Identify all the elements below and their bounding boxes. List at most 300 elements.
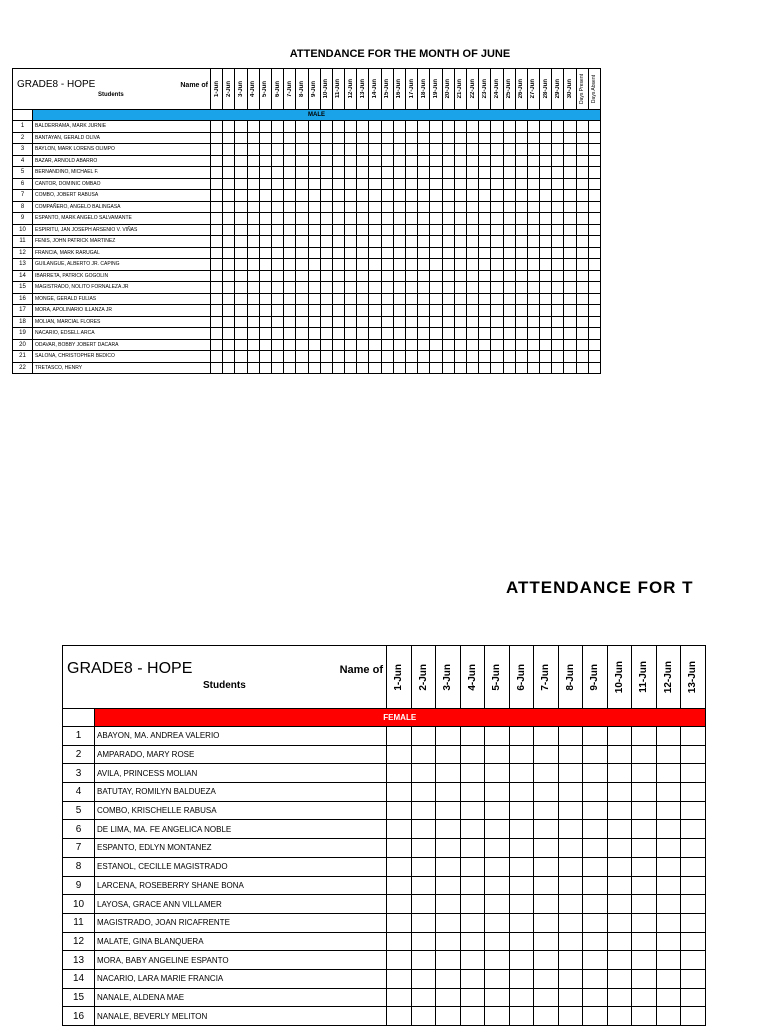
attendance-cell[interactable] (235, 293, 247, 305)
attendance-cell[interactable] (485, 857, 510, 876)
attendance-cell[interactable] (527, 362, 539, 374)
attendance-cell[interactable] (558, 745, 583, 764)
attendance-cell[interactable] (466, 351, 478, 363)
attendance-cell[interactable] (369, 224, 381, 236)
attendance-cell[interactable] (442, 213, 454, 225)
attendance-cell[interactable] (515, 236, 527, 248)
attendance-cell[interactable] (607, 820, 632, 839)
attendance-cell[interactable] (211, 155, 223, 167)
attendance-cell[interactable] (308, 328, 320, 340)
attendance-cell[interactable] (357, 224, 369, 236)
attendance-cell[interactable] (387, 764, 412, 783)
attendance-cell[interactable] (381, 201, 393, 213)
attendance-cell[interactable] (656, 745, 681, 764)
attendance-cell[interactable] (558, 1007, 583, 1026)
attendance-cell[interactable] (681, 932, 706, 951)
attendance-cell[interactable] (284, 339, 296, 351)
attendance-cell[interactable] (259, 201, 271, 213)
attendance-cell[interactable] (540, 316, 552, 328)
attendance-cell[interactable] (552, 339, 564, 351)
attendance-cell[interactable] (454, 236, 466, 248)
attendance-cell[interactable] (681, 951, 706, 970)
attendance-cell[interactable] (320, 247, 332, 259)
attendance-cell[interactable] (564, 190, 576, 202)
attendance-cell[interactable] (345, 259, 357, 271)
attendance-cell[interactable] (296, 155, 308, 167)
attendance-cell[interactable] (332, 362, 344, 374)
attendance-cell[interactable] (430, 282, 442, 294)
attendance-cell[interactable] (393, 316, 405, 328)
attendance-cell[interactable] (393, 213, 405, 225)
attendance-cell[interactable] (381, 167, 393, 179)
attendance-cell[interactable] (607, 969, 632, 988)
attendance-cell[interactable] (454, 293, 466, 305)
attendance-cell[interactable] (357, 132, 369, 144)
attendance-cell[interactable] (223, 282, 235, 294)
attendance-cell[interactable] (418, 282, 430, 294)
attendance-cell[interactable] (296, 351, 308, 363)
attendance-cell[interactable] (607, 727, 632, 746)
attendance-cell[interactable] (369, 362, 381, 374)
attendance-cell[interactable] (576, 305, 588, 317)
attendance-cell[interactable] (466, 305, 478, 317)
attendance-cell[interactable] (211, 259, 223, 271)
attendance-cell[interactable] (393, 132, 405, 144)
attendance-cell[interactable] (223, 270, 235, 282)
attendance-cell[interactable] (503, 224, 515, 236)
attendance-cell[interactable] (479, 247, 491, 259)
attendance-cell[interactable] (332, 213, 344, 225)
attendance-cell[interactable] (430, 121, 442, 133)
attendance-cell[interactable] (381, 339, 393, 351)
attendance-cell[interactable] (381, 305, 393, 317)
attendance-cell[interactable] (552, 247, 564, 259)
attendance-cell[interactable] (681, 969, 706, 988)
attendance-cell[interactable] (271, 178, 283, 190)
attendance-cell[interactable] (656, 783, 681, 802)
attendance-cell[interactable] (259, 155, 271, 167)
attendance-cell[interactable] (607, 1007, 632, 1026)
attendance-cell[interactable] (479, 282, 491, 294)
attendance-cell[interactable] (479, 259, 491, 271)
attendance-cell[interactable] (247, 236, 259, 248)
attendance-cell[interactable] (211, 339, 223, 351)
attendance-cell[interactable] (406, 305, 418, 317)
attendance-cell[interactable] (509, 745, 534, 764)
attendance-cell[interactable] (540, 236, 552, 248)
attendance-cell[interactable] (259, 213, 271, 225)
attendance-cell[interactable] (387, 988, 412, 1007)
attendance-cell[interactable] (491, 282, 503, 294)
attendance-cell[interactable] (418, 190, 430, 202)
attendance-cell[interactable] (211, 190, 223, 202)
attendance-cell[interactable] (259, 190, 271, 202)
attendance-cell[interactable] (357, 282, 369, 294)
attendance-cell[interactable] (411, 913, 436, 932)
attendance-cell[interactable] (406, 293, 418, 305)
attendance-cell[interactable] (527, 305, 539, 317)
attendance-cell[interactable] (454, 213, 466, 225)
attendance-cell[interactable] (418, 293, 430, 305)
attendance-cell[interactable] (564, 224, 576, 236)
attendance-cell[interactable] (211, 167, 223, 179)
attendance-cell[interactable] (211, 236, 223, 248)
attendance-cell[interactable] (552, 270, 564, 282)
attendance-cell[interactable] (211, 201, 223, 213)
attendance-cell[interactable] (454, 201, 466, 213)
attendance-cell[interactable] (223, 305, 235, 317)
attendance-cell[interactable] (564, 213, 576, 225)
attendance-cell[interactable] (656, 988, 681, 1007)
attendance-cell[interactable] (211, 351, 223, 363)
attendance-cell[interactable] (320, 351, 332, 363)
attendance-cell[interactable] (406, 339, 418, 351)
attendance-cell[interactable] (284, 259, 296, 271)
attendance-cell[interactable] (284, 362, 296, 374)
attendance-cell[interactable] (509, 820, 534, 839)
attendance-cell[interactable] (485, 820, 510, 839)
attendance-cell[interactable] (436, 988, 461, 1007)
attendance-cell[interactable] (466, 190, 478, 202)
attendance-cell[interactable] (558, 932, 583, 951)
attendance-cell[interactable] (320, 270, 332, 282)
attendance-cell[interactable] (491, 339, 503, 351)
attendance-cell[interactable] (485, 1007, 510, 1026)
attendance-cell[interactable] (479, 351, 491, 363)
attendance-cell[interactable] (284, 144, 296, 156)
attendance-cell[interactable] (552, 224, 564, 236)
attendance-cell[interactable] (588, 190, 600, 202)
attendance-cell[interactable] (454, 121, 466, 133)
attendance-cell[interactable] (442, 167, 454, 179)
attendance-cell[interactable] (320, 259, 332, 271)
attendance-cell[interactable] (656, 820, 681, 839)
attendance-cell[interactable] (345, 155, 357, 167)
attendance-cell[interactable] (308, 305, 320, 317)
attendance-cell[interactable] (296, 270, 308, 282)
attendance-cell[interactable] (235, 236, 247, 248)
attendance-cell[interactable] (430, 293, 442, 305)
attendance-cell[interactable] (259, 132, 271, 144)
attendance-cell[interactable] (540, 351, 552, 363)
attendance-cell[interactable] (503, 339, 515, 351)
attendance-cell[interactable] (430, 155, 442, 167)
attendance-cell[interactable] (558, 913, 583, 932)
attendance-cell[interactable] (284, 121, 296, 133)
attendance-cell[interactable] (296, 167, 308, 179)
attendance-cell[interactable] (454, 144, 466, 156)
attendance-cell[interactable] (588, 247, 600, 259)
attendance-cell[interactable] (296, 224, 308, 236)
attendance-cell[interactable] (369, 201, 381, 213)
attendance-cell[interactable] (332, 236, 344, 248)
attendance-cell[interactable] (576, 351, 588, 363)
attendance-cell[interactable] (466, 201, 478, 213)
attendance-cell[interactable] (466, 132, 478, 144)
attendance-cell[interactable] (393, 236, 405, 248)
attendance-cell[interactable] (576, 155, 588, 167)
attendance-cell[interactable] (540, 305, 552, 317)
attendance-cell[interactable] (308, 282, 320, 294)
attendance-cell[interactable] (406, 236, 418, 248)
attendance-cell[interactable] (509, 727, 534, 746)
attendance-cell[interactable] (442, 351, 454, 363)
attendance-cell[interactable] (503, 213, 515, 225)
attendance-cell[interactable] (418, 305, 430, 317)
attendance-cell[interactable] (436, 839, 461, 858)
attendance-cell[interactable] (430, 351, 442, 363)
attendance-cell[interactable] (454, 316, 466, 328)
attendance-cell[interactable] (418, 236, 430, 248)
attendance-cell[interactable] (681, 857, 706, 876)
attendance-cell[interactable] (332, 259, 344, 271)
attendance-cell[interactable] (332, 270, 344, 282)
attendance-cell[interactable] (588, 316, 600, 328)
attendance-cell[interactable] (442, 132, 454, 144)
attendance-cell[interactable] (656, 1007, 681, 1026)
attendance-cell[interactable] (271, 155, 283, 167)
attendance-cell[interactable] (442, 236, 454, 248)
attendance-cell[interactable] (632, 857, 657, 876)
attendance-cell[interactable] (345, 236, 357, 248)
attendance-cell[interactable] (466, 328, 478, 340)
attendance-cell[interactable] (479, 190, 491, 202)
attendance-cell[interactable] (284, 247, 296, 259)
attendance-cell[interactable] (588, 328, 600, 340)
attendance-cell[interactable] (345, 190, 357, 202)
attendance-cell[interactable] (211, 132, 223, 144)
attendance-cell[interactable] (345, 339, 357, 351)
attendance-cell[interactable] (503, 167, 515, 179)
attendance-cell[interactable] (223, 144, 235, 156)
attendance-cell[interactable] (632, 969, 657, 988)
attendance-cell[interactable] (332, 339, 344, 351)
attendance-cell[interactable] (558, 857, 583, 876)
attendance-cell[interactable] (588, 167, 600, 179)
attendance-cell[interactable] (247, 224, 259, 236)
attendance-cell[interactable] (534, 857, 559, 876)
attendance-cell[interactable] (540, 259, 552, 271)
attendance-cell[interactable] (515, 247, 527, 259)
attendance-cell[interactable] (632, 727, 657, 746)
attendance-cell[interactable] (588, 201, 600, 213)
attendance-cell[interactable] (296, 132, 308, 144)
attendance-cell[interactable] (552, 167, 564, 179)
attendance-cell[interactable] (223, 316, 235, 328)
attendance-cell[interactable] (223, 190, 235, 202)
attendance-cell[interactable] (681, 895, 706, 914)
attendance-cell[interactable] (485, 988, 510, 1007)
attendance-cell[interactable] (491, 213, 503, 225)
attendance-cell[interactable] (332, 247, 344, 259)
attendance-cell[interactable] (607, 895, 632, 914)
attendance-cell[interactable] (436, 969, 461, 988)
attendance-cell[interactable] (576, 247, 588, 259)
attendance-cell[interactable] (503, 351, 515, 363)
attendance-cell[interactable] (479, 270, 491, 282)
attendance-cell[interactable] (411, 801, 436, 820)
attendance-cell[interactable] (211, 282, 223, 294)
attendance-cell[interactable] (271, 201, 283, 213)
attendance-cell[interactable] (466, 339, 478, 351)
attendance-cell[interactable] (466, 236, 478, 248)
attendance-cell[interactable] (460, 783, 485, 802)
attendance-cell[interactable] (369, 305, 381, 317)
attendance-cell[interactable] (479, 224, 491, 236)
attendance-cell[interactable] (442, 305, 454, 317)
attendance-cell[interactable] (411, 932, 436, 951)
attendance-cell[interactable] (406, 224, 418, 236)
attendance-cell[interactable] (588, 132, 600, 144)
attendance-cell[interactable] (460, 932, 485, 951)
attendance-cell[interactable] (223, 293, 235, 305)
attendance-cell[interactable] (235, 224, 247, 236)
attendance-cell[interactable] (564, 247, 576, 259)
attendance-cell[interactable] (681, 801, 706, 820)
attendance-cell[interactable] (583, 783, 608, 802)
attendance-cell[interactable] (284, 201, 296, 213)
attendance-cell[interactable] (632, 783, 657, 802)
attendance-cell[interactable] (387, 932, 412, 951)
attendance-cell[interactable] (387, 783, 412, 802)
attendance-cell[interactable] (583, 839, 608, 858)
attendance-cell[interactable] (223, 155, 235, 167)
attendance-cell[interactable] (430, 213, 442, 225)
attendance-cell[interactable] (247, 201, 259, 213)
attendance-cell[interactable] (656, 839, 681, 858)
attendance-cell[interactable] (460, 820, 485, 839)
attendance-cell[interactable] (564, 132, 576, 144)
attendance-cell[interactable] (406, 213, 418, 225)
attendance-cell[interactable] (418, 247, 430, 259)
attendance-cell[interactable] (357, 362, 369, 374)
attendance-cell[interactable] (583, 932, 608, 951)
attendance-cell[interactable] (515, 213, 527, 225)
attendance-cell[interactable] (466, 167, 478, 179)
attendance-cell[interactable] (442, 224, 454, 236)
attendance-cell[interactable] (503, 121, 515, 133)
attendance-cell[interactable] (588, 259, 600, 271)
attendance-cell[interactable] (332, 282, 344, 294)
attendance-cell[interactable] (271, 270, 283, 282)
attendance-cell[interactable] (588, 270, 600, 282)
attendance-cell[interactable] (393, 305, 405, 317)
attendance-cell[interactable] (607, 764, 632, 783)
attendance-cell[interactable] (332, 351, 344, 363)
attendance-cell[interactable] (583, 913, 608, 932)
attendance-cell[interactable] (211, 305, 223, 317)
attendance-cell[interactable] (411, 969, 436, 988)
attendance-cell[interactable] (308, 270, 320, 282)
attendance-cell[interactable] (369, 121, 381, 133)
attendance-cell[interactable] (479, 362, 491, 374)
attendance-cell[interactable] (345, 224, 357, 236)
attendance-cell[interactable] (491, 247, 503, 259)
attendance-cell[interactable] (558, 969, 583, 988)
attendance-cell[interactable] (588, 236, 600, 248)
attendance-cell[interactable] (576, 224, 588, 236)
attendance-cell[interactable] (387, 1007, 412, 1026)
attendance-cell[interactable] (491, 201, 503, 213)
attendance-cell[interactable] (681, 820, 706, 839)
attendance-cell[interactable] (442, 190, 454, 202)
attendance-cell[interactable] (247, 213, 259, 225)
attendance-cell[interactable] (509, 913, 534, 932)
attendance-cell[interactable] (271, 339, 283, 351)
attendance-cell[interactable] (381, 362, 393, 374)
attendance-cell[interactable] (387, 951, 412, 970)
attendance-cell[interactable] (381, 316, 393, 328)
attendance-cell[interactable] (583, 951, 608, 970)
attendance-cell[interactable] (558, 839, 583, 858)
attendance-cell[interactable] (332, 224, 344, 236)
attendance-cell[interactable] (369, 328, 381, 340)
attendance-cell[interactable] (357, 270, 369, 282)
attendance-cell[interactable] (211, 121, 223, 133)
attendance-cell[interactable] (583, 969, 608, 988)
attendance-cell[interactable] (515, 178, 527, 190)
attendance-cell[interactable] (320, 190, 332, 202)
attendance-cell[interactable] (479, 121, 491, 133)
attendance-cell[interactable] (588, 293, 600, 305)
attendance-cell[interactable] (491, 224, 503, 236)
attendance-cell[interactable] (540, 282, 552, 294)
attendance-cell[interactable] (381, 190, 393, 202)
attendance-cell[interactable] (418, 270, 430, 282)
attendance-cell[interactable] (387, 839, 412, 858)
attendance-cell[interactable] (588, 305, 600, 317)
attendance-cell[interactable] (503, 259, 515, 271)
attendance-cell[interactable] (357, 190, 369, 202)
attendance-cell[interactable] (381, 282, 393, 294)
attendance-cell[interactable] (540, 132, 552, 144)
attendance-cell[interactable] (411, 839, 436, 858)
attendance-cell[interactable] (527, 282, 539, 294)
attendance-cell[interactable] (235, 144, 247, 156)
attendance-cell[interactable] (485, 764, 510, 783)
attendance-cell[interactable] (527, 167, 539, 179)
attendance-cell[interactable] (406, 270, 418, 282)
attendance-cell[interactable] (235, 316, 247, 328)
attendance-cell[interactable] (357, 247, 369, 259)
attendance-cell[interactable] (247, 282, 259, 294)
attendance-cell[interactable] (460, 951, 485, 970)
attendance-cell[interactable] (430, 247, 442, 259)
attendance-cell[interactable] (681, 764, 706, 783)
attendance-cell[interactable] (411, 876, 436, 895)
attendance-cell[interactable] (393, 247, 405, 259)
attendance-cell[interactable] (534, 1007, 559, 1026)
attendance-cell[interactable] (345, 132, 357, 144)
attendance-cell[interactable] (357, 316, 369, 328)
attendance-cell[interactable] (607, 932, 632, 951)
attendance-cell[interactable] (442, 259, 454, 271)
attendance-cell[interactable] (223, 259, 235, 271)
attendance-cell[interactable] (491, 167, 503, 179)
attendance-cell[interactable] (211, 328, 223, 340)
attendance-cell[interactable] (576, 282, 588, 294)
attendance-cell[interactable] (296, 247, 308, 259)
attendance-cell[interactable] (558, 783, 583, 802)
attendance-cell[interactable] (491, 144, 503, 156)
attendance-cell[interactable] (460, 876, 485, 895)
attendance-cell[interactable] (235, 190, 247, 202)
attendance-cell[interactable] (485, 969, 510, 988)
attendance-cell[interactable] (454, 305, 466, 317)
attendance-cell[interactable] (259, 167, 271, 179)
attendance-cell[interactable] (454, 132, 466, 144)
attendance-cell[interactable] (527, 328, 539, 340)
